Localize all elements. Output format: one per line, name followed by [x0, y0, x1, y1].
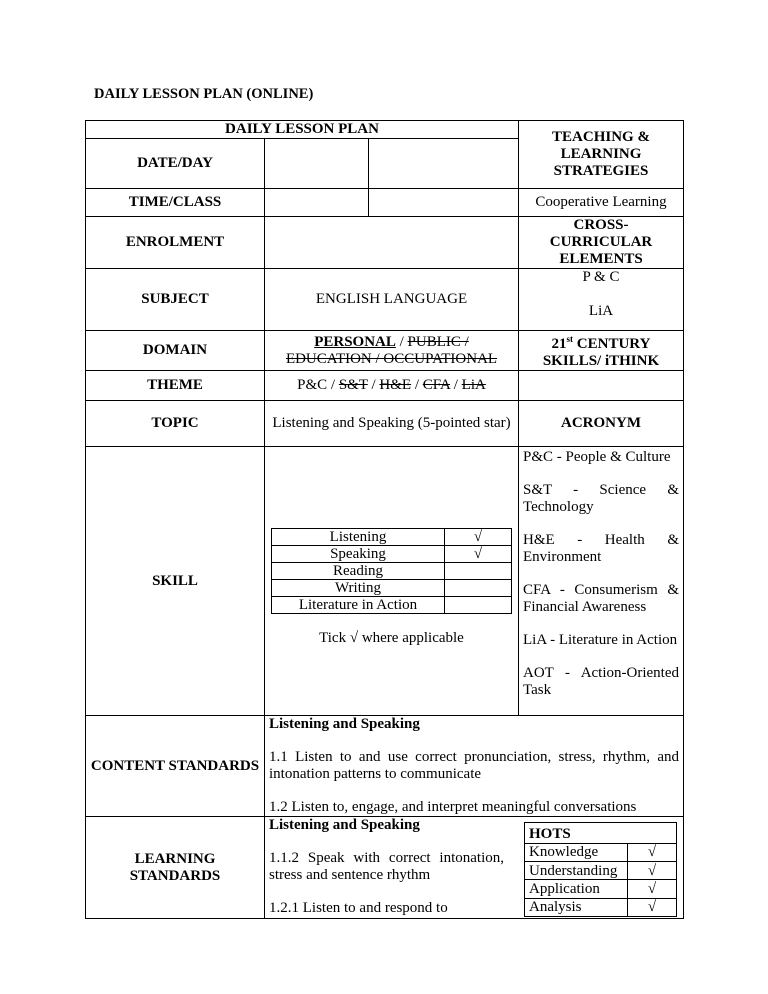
skill-tick-box[interactable]: √ [445, 528, 512, 545]
skill-tick-box[interactable] [445, 596, 512, 613]
c21-heading [519, 331, 684, 371]
skill-name: Literature in Action [272, 596, 445, 613]
hots-row [525, 880, 677, 898]
acronym-item: P&C - People & Culture [523, 449, 671, 465]
domain-personal: PERSONAL [314, 333, 396, 350]
hots-row [525, 898, 677, 916]
domain-education: EDUCATION / OCCUPATIONAL [285, 350, 498, 367]
acronym-item: LiA - Literature in Action [523, 632, 678, 648]
hots-table [524, 822, 677, 917]
c21-label: CENTURY SKILLS/ iTHINK [542, 336, 660, 369]
skill-note: Tick √ where applicable [319, 629, 464, 646]
c21-value[interactable] [519, 371, 684, 401]
domain-value [265, 331, 519, 371]
theme-lia: LiA [461, 377, 486, 393]
skill-name: Reading [272, 562, 445, 579]
label-topic: TOPIC [86, 401, 265, 447]
cce-value-2: LiA [588, 303, 614, 319]
skill-row [272, 528, 512, 545]
document-title: DAILY LESSON PLAN (ONLINE) [94, 86, 314, 102]
skill-row [272, 579, 512, 596]
content-standard-2: 1.2 Listen to, engage, and interpret meaningful conversations [269, 799, 637, 815]
content-heading: Listening and Speaking [269, 716, 420, 732]
hots-item-name: Analysis [525, 898, 628, 916]
tls-value: Cooperative Learning [519, 189, 684, 217]
content-standard-1: 1.1 Listen to and use correct pronunciation, stress, rhythm, and intonation patterns to communicate [269, 749, 679, 782]
theme-sep-3: / [411, 377, 423, 393]
acronym-item: AOT - Action-Oriented Task [523, 665, 679, 698]
label-enrolment: ENROLMENT [86, 217, 265, 269]
enrolment-field[interactable] [265, 217, 519, 269]
skill-tick-box[interactable]: √ [445, 545, 512, 562]
skill-name: Writing [272, 579, 445, 596]
label-subject: SUBJECT [86, 269, 265, 331]
acronym-heading: ACRONYM [519, 401, 684, 447]
skill-name: Speaking [272, 545, 445, 562]
table-header: DAILY LESSON PLAN [86, 121, 519, 139]
hots-row [525, 861, 677, 879]
label-domain: DOMAIN [86, 331, 265, 371]
cce-heading: CROSS-CURRICULAR ELEMENTS [519, 217, 684, 269]
theme-sep-2: / [367, 377, 380, 393]
learning-heading: Listening and Speaking [269, 817, 420, 833]
label-time-class: TIME/CLASS [86, 189, 265, 217]
theme-he: H&E [379, 377, 412, 393]
hots-item-name: Knowledge [525, 843, 628, 861]
skill-tick-box[interactable] [445, 579, 512, 596]
theme-sep-1: / [327, 377, 339, 393]
date-field[interactable] [265, 139, 369, 189]
theme-sep-4: / [450, 377, 462, 393]
skill-row [272, 562, 512, 579]
hots-tick-box[interactable]: √ [628, 843, 677, 861]
label-learning-standards: LEARNING STANDARDS [86, 817, 265, 919]
skill-tick-box[interactable] [445, 562, 512, 579]
theme-pc: P&C [297, 377, 328, 393]
label-theme: THEME [86, 371, 265, 401]
skill-name: Listening [272, 528, 445, 545]
hots-item-name: Application [525, 880, 628, 898]
acronym-item: S&T - Science & Technology [523, 482, 679, 515]
skill-cell [265, 447, 519, 716]
tls-heading: TEACHING & LEARNING STRATEGIES [519, 121, 684, 189]
learning-standard-1: 1.1.2 Speak with correct intonation, stress and sentence rhythm [269, 850, 504, 883]
theme-cfa: CFA [422, 377, 450, 393]
acronym-list [519, 447, 684, 716]
hots-heading: HOTS [525, 823, 677, 844]
acronym-item: CFA - Consumerism & Financial Awareness [523, 582, 679, 615]
label-skill: SKILL [86, 447, 265, 716]
skill-row [272, 545, 512, 562]
hots-item-name: Understanding [525, 861, 628, 879]
learning-standard-2: 1.2.1 Listen to and respond to [269, 900, 448, 916]
day-field[interactable] [369, 139, 519, 189]
subject-value: ENGLISH LANGUAGE [265, 269, 519, 331]
label-content-standards: CONTENT STANDARDS [86, 716, 265, 817]
hots-row [525, 843, 677, 861]
theme-value [265, 371, 519, 401]
domain-public: PUBLIC / [407, 333, 469, 350]
lesson-plan-table [85, 120, 684, 919]
class-field[interactable] [369, 189, 519, 217]
time-field[interactable] [265, 189, 369, 217]
hots-tick-box[interactable]: √ [628, 880, 677, 898]
label-date-day: DATE/DAY [86, 139, 265, 189]
skill-row [272, 596, 512, 613]
theme-st: S&T [338, 377, 368, 393]
content-standards-cell [265, 716, 684, 817]
learning-standards-cell [265, 817, 684, 919]
topic-value: Listening and Speaking (5-pointed star) [265, 401, 519, 447]
skill-table [271, 528, 512, 614]
cce-values [519, 269, 684, 331]
acronym-item: H&E - Health & Environment [523, 532, 679, 565]
hots-tick-box[interactable]: √ [628, 898, 677, 916]
c21-number: 21 [551, 336, 567, 352]
hots-tick-box[interactable]: √ [628, 861, 677, 879]
domain-separator: / [395, 333, 408, 350]
c21-suffix: st [566, 334, 574, 344]
cce-value-1: P & C [582, 269, 620, 285]
